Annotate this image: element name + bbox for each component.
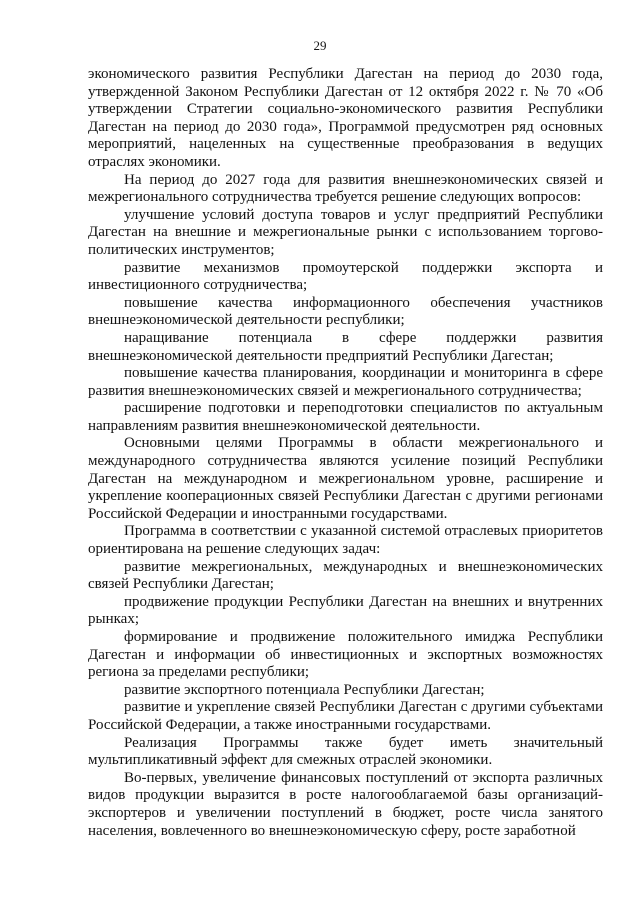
list-item: улучшение условий доступа товаров и услуг предприятий Республики Дагестан на внешние и межрегиональные рынки с использованием торгово-политических инструментов; <box>88 206 603 258</box>
paragraph: Реализация Программы также будет иметь значительный мультипликативный эффект для смежных отраслей экономики. <box>88 734 603 769</box>
paragraph: Основными целями Программы в области межрегионального и международного сотрудничества являются усиление позиций Республики Дагестан на международном и межрегиональном уровне, расширение и укрепление кооперационных связей Республики Дагестан с другими регионами Российской Федерации и иностранными государствами. <box>88 435 603 522</box>
list-item: развитие механизмов промоутерской поддержки экспорта и инвестиционного сотрудничества; <box>88 259 603 294</box>
list-item: развитие межрегиональных, международных и внешнеэкономических связей Республики Дагестан; <box>88 558 603 593</box>
list-item: продвижение продукции Республики Дагестан на внешних и внутренних рынках; <box>88 593 603 628</box>
list-item: развитие экспортного потенциала Республики Дагестан; <box>124 681 485 698</box>
list-item: развитие и укрепление связей Республики Дагестан с другими субъектами Российской Федерации, а также иностранными государствами. <box>88 699 603 733</box>
paragraph: Программа в соответствии с указанной системой отраслевых приоритетов ориентирована на решение следующих задач: <box>88 523 603 558</box>
list-item: повышение качества информационного обеспечения участников внешнеэкономической деятельности республики; <box>88 294 603 329</box>
paragraph: Во-первых, увеличение финансовых поступлений от экспорта различных видов продукции выразится в росте налогооблагаемой базы организаций-экспортеров и увеличении поступлений в бюджет, росте числа занятого населения, вовлеченного во внешнеэкономическую сферу, росте заработной <box>88 769 603 839</box>
list-item: наращивание потенциала в сфере поддержки развития внешнеэкономической деятельности предприятий Республики Дагестан; <box>88 329 603 364</box>
paragraph: На период до 2027 года для развития внешнеэкономических связей и межрегионального сотрудничества требуется решение следующих вопросов: <box>88 171 603 206</box>
document-body <box>88 66 603 840</box>
list-item: повышение качества планирования, координации и мониторинга в сфере развития внешнеэкономических связей и межрегионального сотрудничества; <box>88 365 603 399</box>
list-item: расширение подготовки и переподготовки специалистов по актуальным направлениям развития внешнеэкономической деятельности. <box>88 400 603 434</box>
paragraph: экономического развития Республики Дагестан на период до 2030 года, утвержденной Законом Республики Дагестан от 12 октября 2022 г. № 70 «Об утверждении Стратегии социально-экономического развития Республики Дагестан на период до 2030 года», Программой предусмотрен ряд основных мероприятий, нацеленных на существенные преобразования в ведущих отраслях экономики. <box>88 66 603 170</box>
page-number: 29 <box>313 38 327 53</box>
list-item: формирование и продвижение положительного имиджа Республики Дагестан и информации об инвестиционных и экспортных возможностях региона за пределами республики; <box>88 629 603 681</box>
